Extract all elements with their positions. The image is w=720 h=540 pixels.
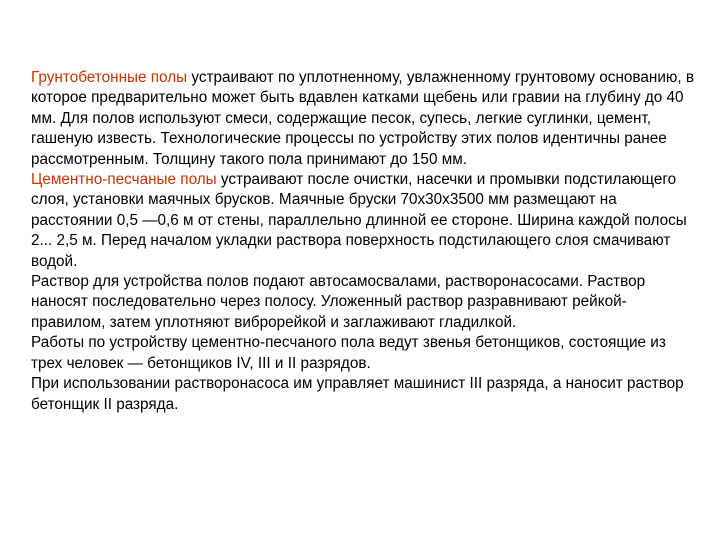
text-block [31, 68, 701, 415]
paragraph-text: При использовании растворонасоса им управляет машинист III разряда, а наносит раствор бетонщик II разряда. [31, 375, 684, 413]
paragraph-text: Работы по устройству цементно-песчаного пола ведут звенья бетонщиков, состоящие из трех человек — бетонщиков IV, III и II разрядов. [31, 334, 666, 372]
paragraph-soil-concrete-floors [31, 68, 701, 170]
paragraph-text: устраивают по уплотненному, увлажненному грунтовому основанию, в которое предварительно может быть вдавлен катками щебень или гравии на глубину до 40 мм. Для полов используют смеси, содержащие песок, супесь, легкие суглинки, цемент, гашеную известь. Технологические процессы по устройству этих полов идентичны ранее рассмотренным. Толщину такого пола принимают до 150 мм. [31, 69, 694, 168]
paragraph-mortar-delivery [31, 272, 701, 333]
term-soil-concrete-floors: Грунтобетонные полы [31, 69, 188, 86]
paragraph-pump-operator [31, 374, 701, 415]
paragraph-cement-sand-floors [31, 170, 701, 272]
paragraph-text: Раствор для устройства полов подают автосамосвалами, растворонасосами. Раствор наносят последовательно через полосу. Уложенный раствор разравнивают рейкой-правилом, затем уплотняют виброрейкой и заглаживают гладилкой. [31, 273, 646, 331]
paragraph-text: устраивают после очистки, насечки и промывки подстилающего слоя, установки маячных брусков. Маячные бруски 70х30х3500 мм размещают на расстоянии 0,5 —0,6 м от стены, параллельно длинной ее стороне. Ширина каждой полосы 2... 2,5 м. Перед началом укладки раствора поверхность подстилающего слоя смачивают водой. [31, 171, 687, 270]
paragraph-work-crews [31, 333, 701, 374]
term-cement-sand-floors: Цементно-песчаные полы [31, 171, 217, 189]
